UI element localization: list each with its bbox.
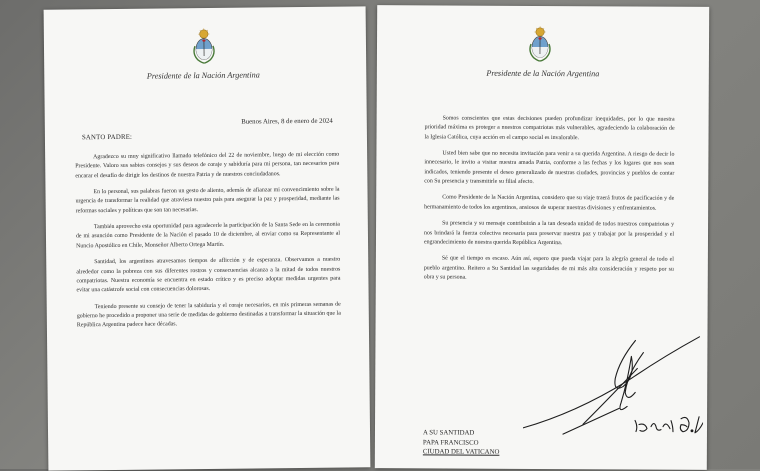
salutation: SANTO PADRE:	[82, 134, 132, 142]
paragraph: Usted bien sabe que no necesita invitación para venir a su querida Argentina. A riesgo de decir lo innecesario, le invito a visitar nuestra amada Patria, conforme a las fechas y los lugares que nos sean indicados, teniendo presente el deseo generalizado de nuestras ciudades, provincias y pueblos de contar con Su presencia y transmitirle su filial afecto.	[424, 149, 674, 187]
paragraph: Sé que el tiempo es escaso. Aún así, espero que pueda viajar para la alegría general de todo el pueblo argentino. Reitero a Su Santidad las seguridades de mi más alta consideración y respeto por su obra y su persona.	[424, 255, 674, 284]
paragraph: Como Presidente de la Nación Argentina, considero que su viaje traerá frutos de pacificación y de hermanamiento de todos los argentinos, ansiosos de superar nuestras divisiones y enfrentamientos.	[424, 194, 674, 214]
paragraph: Santidad, los argentinos atravesamos tiempos de aflicción y de esperanza. Observamos a nuestro alrededor como la pobreza con sus diferentes rostros y consecuencias alcanza a la mitad de todos nuestros compatriotas. Nuestra economía se encuentra en estado crítico y es preciso adoptar medidas urgentes para evitar una catástrofe social con consecuencias dolorosas.	[76, 256, 340, 296]
paragraph: Teniendo presente su consejo de tener la sabiduría y el coraje necesarios, en mis primeras semanas de gobierno he procedido a proponer una serie de medidas de gobierno destinadas a transformar la situación que la República Argentina padece hace décadas.	[77, 300, 341, 331]
national-coat-of-arms-icon	[527, 26, 553, 62]
letter-page-1	[44, 6, 371, 470]
letterhead-title: Presidente de la Nación Argentina	[377, 68, 709, 79]
letter-date: Buenos Aires, 8 de enero de 2024	[241, 118, 333, 126]
letter-body-page-1	[75, 151, 341, 338]
letter-page-2	[375, 5, 709, 470]
addressee-line: PAPA FRANCISCO	[423, 438, 500, 448]
addressee-block	[423, 428, 500, 457]
paragraph: Somos conscientes que estas decisiones pueden profundizar inequidades, por lo que nuestra prioridad máxima es proteger a nuestros compatriotas más vulnerables, agradeciendo la colaboración de la Iglesia Católica, cuya acción en el campo social es invalorable.	[424, 114, 674, 143]
handwritten-signature	[523, 334, 704, 447]
paragraph: En lo personal, sus palabras fueron un gesto de aliento, además de afianzar mi convencimiento sobre la urgencia de transformar la realidad que atraviesa nuestro país para asegurar la paz y prosperidad, mediante las reformas sociales y políticas que son tan necesarias.	[75, 186, 339, 217]
letterhead-title: Presidente de la Nación Argentina	[40, 69, 366, 81]
national-coat-of-arms-icon	[191, 28, 217, 64]
paragraph: También aprovecho esta oportunidad para agradecerle la participación de la Santa Sede en la ceremonia de mi asunción como Presidente de la Nación el pasado 10 de diciembre, al enviar como su Representante al Nuncio Apostólico en Chile, Monseñor Alberto Ortega Martín.	[76, 221, 340, 252]
letter-body-page-2	[424, 114, 675, 291]
paragraph: Su presencia y su mensaje contribuirán a la tan deseada unidad de todos nuestros compatriotas y nos brindará la fuerza colectiva necesaria para preservar nuestra paz y trabajar por la prosperidad y el engrandecimiento de nuestra querida República Argentina.	[424, 220, 674, 249]
addressee-line: CIUDAD DEL VATICANO	[423, 448, 500, 458]
addressee-line: A SU SANTIDAD	[423, 428, 500, 438]
paragraph: Agradezco su muy significativo llamado telefónico del 22 de noviembre, luego de mi elección como Presidente. Valoro sus sabios consejos y sus deseos de coraje y sabiduría para mi persona, tan necesarios para encarar el desafío de dirigir los destinos de nuestra Patria y de nuestros conciudadanos.	[75, 151, 339, 182]
